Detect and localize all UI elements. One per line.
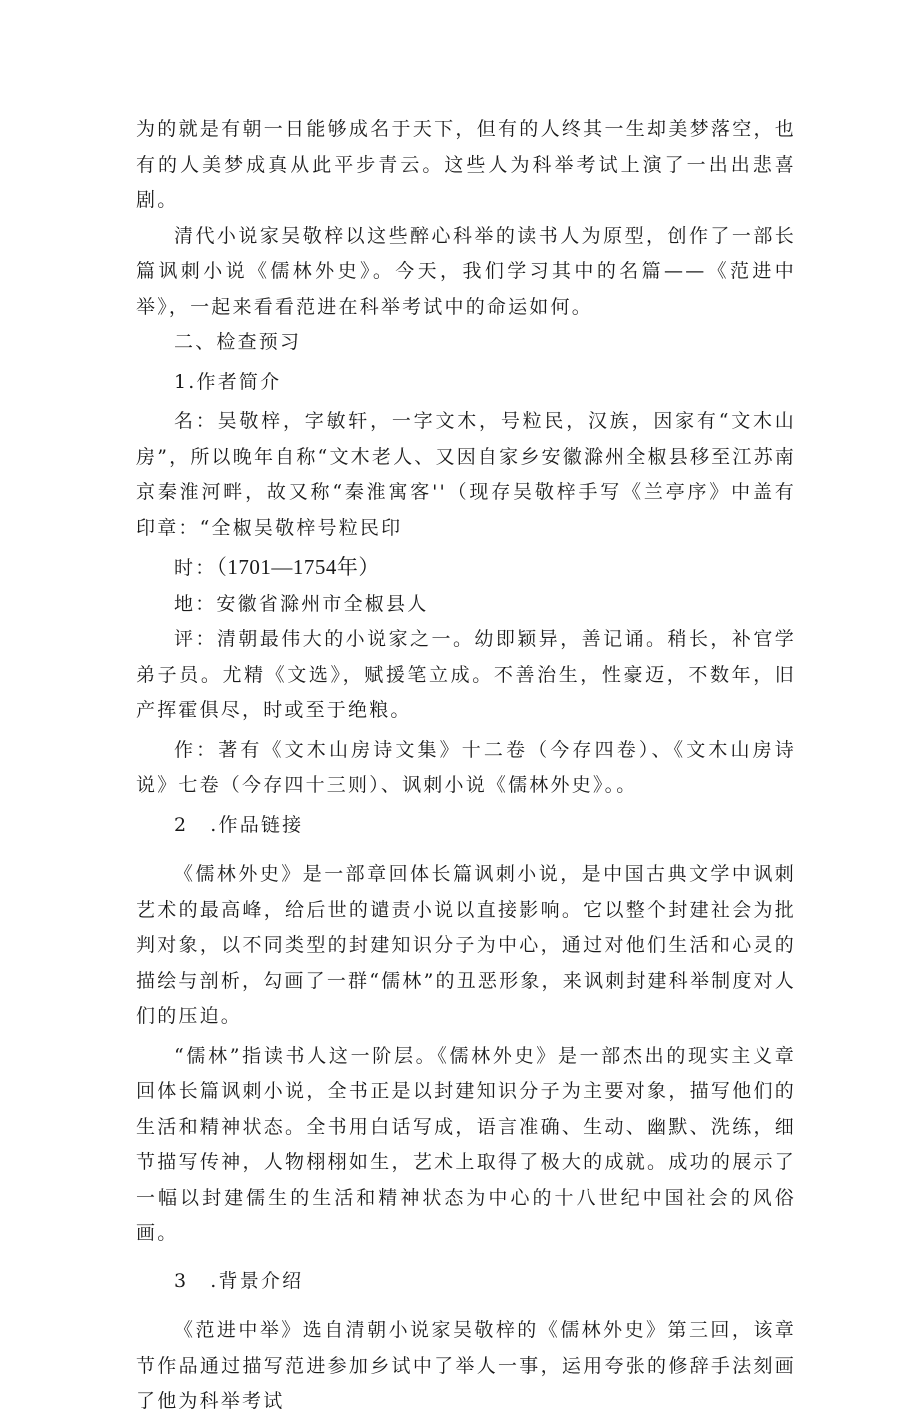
works-paragraph-1: 《儒林外史》是一部章回体长篇讽刺小说，是中国古典文学中讽刺艺术的最高峰，给后世的谴责小说以直接影响。它以整个封建社会为批判对象，以不同类型的封建知识分子为中心，通过对他们生活和心灵的描绘与剖析，勾画了一群“儒林”的丑恶形象，来讽刺封建科举制度对人们的压迫。 bbox=[136, 863, 796, 1027]
subheading-background bbox=[136, 1264, 796, 1300]
author-name-paragraph: 名：吴敬梓，字敏轩，一字文木，号粒民，汉族，因家有“文木山房”，所以晚年自称“文木老人、又因自家乡安徽滁州全椒县移至江苏南京秦淮河畔，故又称“秦淮寓客''（现存吴敬梓手写《兰亭序》中盖有印章：“全椒吴敬梓号粒民印 bbox=[136, 410, 796, 539]
author-time-label: 时： bbox=[174, 557, 217, 579]
subheading-background-label: .背景介绍 bbox=[210, 1269, 304, 1292]
intro-paragraph-2: 清代小说家吴敬梓以这些醉心科举的读书人为原型，创作了一部长篇讽刺小说《儒林外史》。今天，我们学习其中的名篇——《范进中举》，一起来看看范进在科举考试中的命运如何。 bbox=[136, 224, 796, 318]
subheading-works-link-label: .作品链接 bbox=[210, 813, 304, 836]
author-works-paragraph: 作：著有《文木山房诗文集》十二卷（今存四卷）、《文木山房诗说》七卷（今存四十三则）、讽刺小说《儒林外史》。。 bbox=[136, 738, 796, 796]
author-place-line: 地：安徽省滁州市全椒县人 bbox=[174, 592, 429, 615]
author-time-value: （1701—1754年） bbox=[216, 555, 380, 579]
subheading-works-link-number: 2 bbox=[174, 813, 189, 836]
author-time-line bbox=[136, 550, 796, 587]
background-paragraph: 《范进中举》选自清朝小说家吴敬梓的《儒林外史》第三回，该章节作品通过描写范进参加乡试中了举人一事，运用夸张的修辞手法刻画了他为科举考试 bbox=[136, 1319, 796, 1412]
section-heading-preview: 二、检查预习 bbox=[174, 331, 302, 353]
subheading-background-number: 3 bbox=[174, 1269, 189, 1292]
subheading-works-link bbox=[136, 808, 796, 844]
document-body bbox=[136, 112, 796, 1420]
subheading-author-intro: 1.作者简介 bbox=[174, 370, 282, 393]
author-evaluation-paragraph: 评：清朝最伟大的小说家之一。幼即颖异，善记诵。稍长，补官学弟子员。尤精《文选》，赋援笔立成。不善治生，性豪迈，不数年，旧产挥霍俱尽，时或至于绝粮。 bbox=[136, 628, 796, 721]
works-paragraph-2: “儒林”指读书人这一阶层。《儒林外史》是一部杰出的现实主义章回体长篇讽刺小说，全书正是以封建知识分子为主要对象，描写他们的生活和精神状态。全书用白话写成，语言准确、生动、幽默、洗练，细节描写传神，人物栩栩如生，艺术上取得了极大的成就。成功的展示了一幅以封建儒生的生活和精神状态为中心的十八世纪中国社会的风俗画。 bbox=[136, 1044, 796, 1244]
intro-paragraph-1: 为的就是有朝一日能够成名于天下，但有的人终其一生却美梦落空，也有的人美梦成真从此平步青云。这些人为科举考试上演了一出出悲喜剧。 bbox=[136, 118, 796, 211]
